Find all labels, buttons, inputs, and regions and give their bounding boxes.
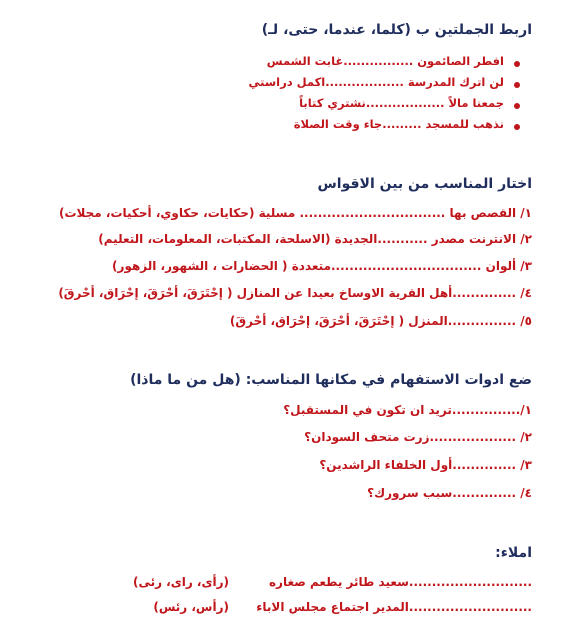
section3-heading: ضع ادوات الاستفهام في مكانها المناسب: (هل من ما ماذا) [130, 372, 532, 388]
bullet-icon [514, 82, 520, 88]
dictation-sentence: ...........................سعيد طائر يطعم صغاره [268, 575, 532, 589]
section2-item: ٤/ ..............أهل القرية الاوساخ بعيدا عن المنازل ( إحْتَرَقَ، أحْرَقَ، إحْرَاق، أحْرقَ) [58, 286, 532, 300]
section2-heading: اختار المناسب من بين الاقواس [317, 176, 532, 192]
section2-item: ١/ القصص بها ................................ مسلية (حكايات، حكاوي، أحكيات، مجلات) [59, 206, 532, 220]
dictation-options: (رأس، رئس) [153, 600, 229, 614]
section2-item: ٣/ ألوان .................................متعددة ( الحضارات ، الشهور، الزهور) [112, 259, 532, 273]
bullet-icon [514, 124, 520, 130]
section1-heading: اربط الجملتين ب (كلما، عندما، حتى، لـ) [261, 22, 532, 38]
section1-item: جمعنا مالاً ..................نشتري كتاباً [299, 96, 504, 110]
section1-item: افطر الصائمون ................غابت الشمس [266, 54, 504, 68]
section3-item: ١/...............تريد ان تكون في المستقبل؟ [283, 403, 532, 417]
section3-item: ٣/ ..............أول الخلفاء الراشدين؟ [319, 458, 532, 472]
section4-heading: املاء: [495, 545, 532, 561]
section1-item: نذهب للمسجد .........جاء وقت الصلاة [293, 117, 504, 131]
dictation-sentence: ...........................المدير اجتماع مجلس الاباء [256, 600, 532, 614]
section2-item: ٢/ الانترنت مصدر ...........الجديدة (الاسلحة، المكتبات، المعلومات، التعليم) [98, 232, 532, 246]
section1-item: لن اترك المدرسة ..................اكمل دراستي [248, 75, 504, 89]
dictation-options: (رأى، راى، رئى) [132, 575, 229, 589]
bullet-icon [514, 103, 520, 109]
section3-item: ٢/ ...................زرت متحف السودان؟ [304, 430, 532, 444]
section3-item: ٤/ ..............سبب سرورك؟ [367, 486, 532, 500]
bullet-icon [514, 61, 520, 67]
section2-item: ٥/ ...............المنزل ( إحْتَرَقَ، أحْرَقَ، إحْرَاق، أحْرقَ) [229, 314, 532, 328]
